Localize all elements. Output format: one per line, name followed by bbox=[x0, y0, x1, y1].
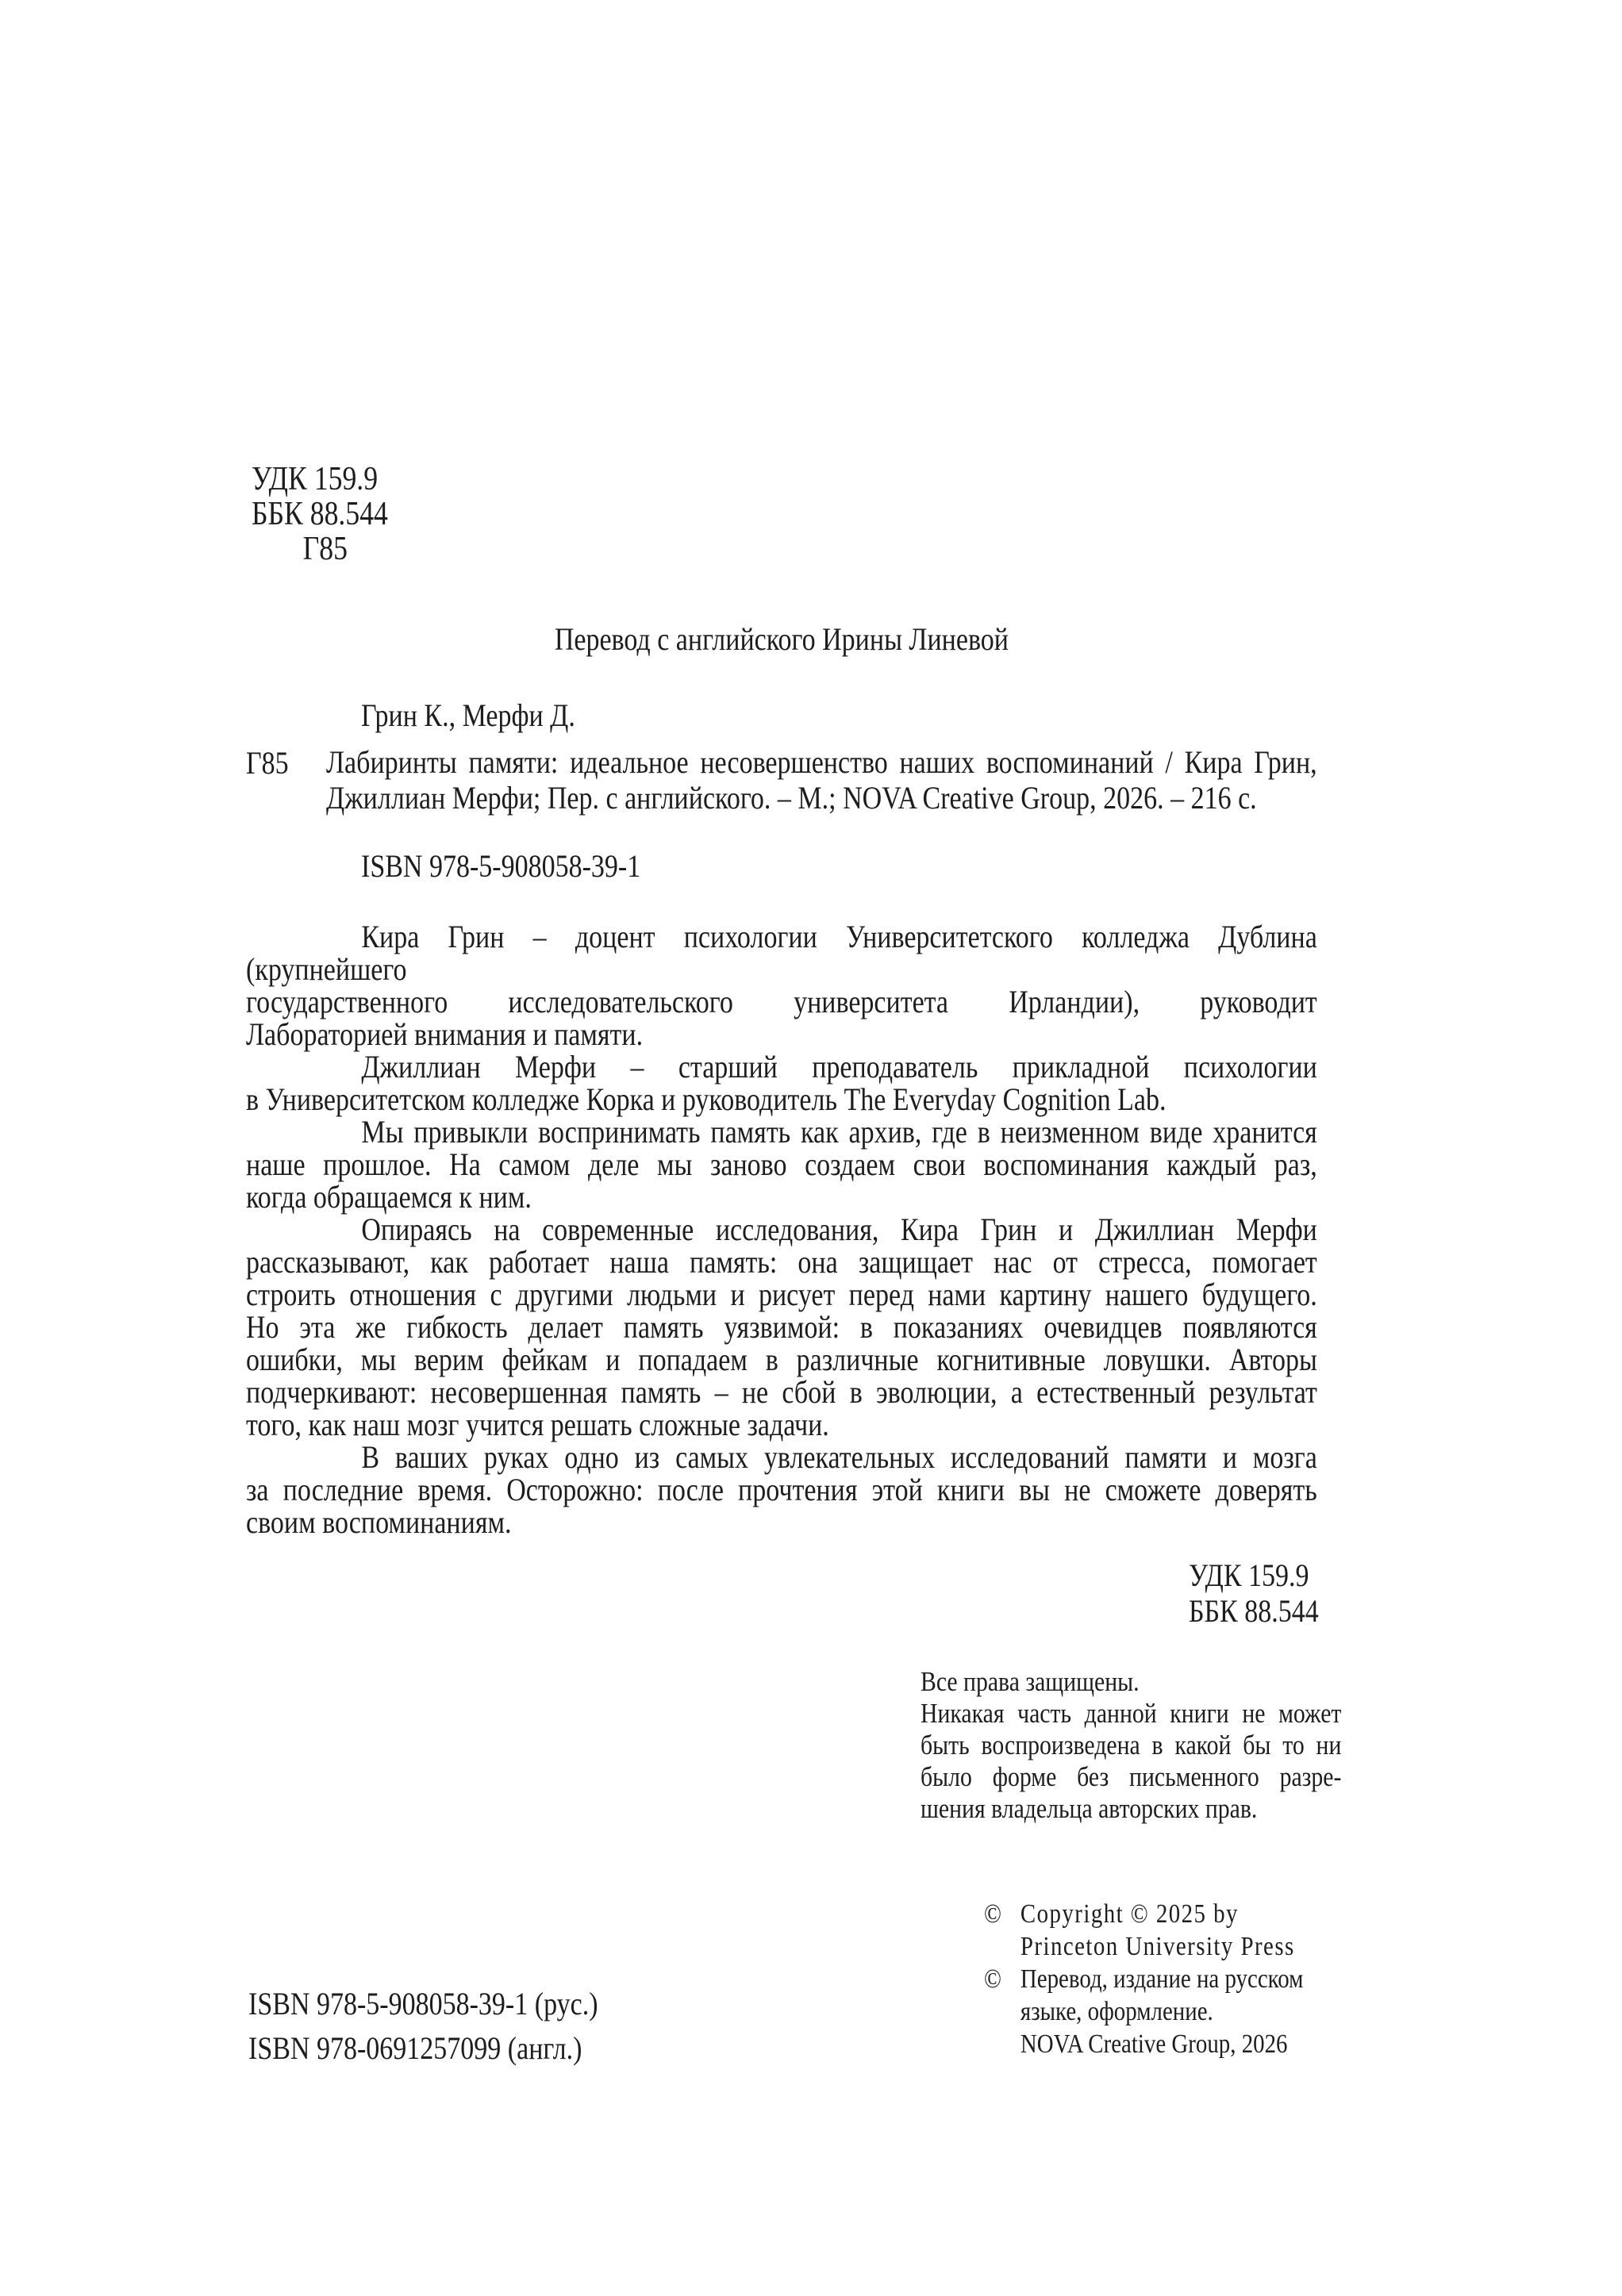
text-line: Copyright © 2025 by bbox=[1020, 1899, 1239, 1929]
top-cataloguing-codes bbox=[252, 462, 388, 566]
text-line: своим воспоминаниям. bbox=[246, 1504, 512, 1540]
paragraph bbox=[246, 1050, 1317, 1115]
text-line: Но эта же гибкость делает память уязвимой: в показаниях очевидцев появляются bbox=[246, 1309, 1317, 1345]
text-line: того, как наш мозг учится решать сложные задачи. bbox=[246, 1407, 829, 1442]
text-line: Никакая часть данной книги не может bbox=[921, 1698, 1342, 1729]
text-line: NOVA Creative Group, 2026 bbox=[1020, 2029, 1288, 2059]
text-line: рассказывают, как работает наша память: она защищает нас от стресса, помогает bbox=[246, 1244, 1317, 1280]
udk-code: УДК 159.9 bbox=[252, 461, 379, 497]
text-line: за последние время. Осторожно: после прочтения этой книги вы не сможете доверять bbox=[246, 1472, 1317, 1507]
text-line: Опираясь на современные исследования, Кира Грин и Джиллиан Мерфи bbox=[361, 1211, 1317, 1247]
copyright-translation-text bbox=[1020, 1963, 1402, 2060]
catalog-entry-code: Г85 bbox=[246, 745, 289, 781]
text-line: ошибки, мы верим фейкам и попадаем в различные когнитивные ловушки. Авторы bbox=[246, 1342, 1317, 1377]
repeated-cataloguing-codes bbox=[1189, 1557, 1319, 1629]
text-line: шения владельца авторских прав. bbox=[921, 1793, 1258, 1824]
catalog-entry-text bbox=[326, 744, 1317, 816]
authors-heading: Грин К., Мерфи Д. bbox=[361, 697, 575, 733]
paragraph bbox=[246, 1213, 1317, 1441]
bottom-isbn-block bbox=[248, 1982, 598, 2071]
copyright-icon: © bbox=[984, 1899, 1001, 1929]
text-line: Джиллиан Мерфи – старший преподаватель прикладной психологии bbox=[361, 1049, 1317, 1085]
annotation-text bbox=[246, 920, 1317, 1538]
text-line: быть воспроизведена в какой бы то ни bbox=[921, 1730, 1342, 1760]
paragraph bbox=[921, 1698, 1341, 1825]
bbk-code: ББК 88.544 bbox=[252, 496, 388, 532]
text-line: когда обращаемся к ним. bbox=[246, 1179, 532, 1215]
text-line: языке, оформление. bbox=[1020, 1997, 1213, 2026]
author-sign-code: Г85 bbox=[302, 531, 348, 567]
bbk-code-repeat: ББК 88.544 bbox=[1189, 1593, 1319, 1629]
text-line: Все права защищены. bbox=[921, 1666, 1140, 1697]
isbn-rus-line: ISBN 978-5-908058-39-1 (рус.) bbox=[248, 1986, 598, 2021]
text-line: строить отношения с другими людьми и рисует перед нами картину нашего будущего. bbox=[246, 1277, 1317, 1312]
paragraph bbox=[246, 1441, 1317, 1538]
text-line: наше прошлое. На самом деле мы заново создаем свои воспоминания каждый раз, bbox=[246, 1146, 1317, 1182]
text-line: Princeton University Press bbox=[1020, 1932, 1295, 1961]
copyright-item-translation bbox=[984, 1963, 1402, 2060]
text-line: государственного исследовательского университета Ирландии), руководит bbox=[246, 984, 1317, 1019]
translator-credit-line: Перевод с английского Ирины Линевой bbox=[554, 621, 1009, 657]
text-line: В ваших руках одно из самых увлекательных исследований памяти и мозга bbox=[361, 1439, 1317, 1475]
copyright-block bbox=[984, 1898, 1402, 2060]
text-line: Лабиринты памяти: идеальное несовершенство наших воспоминаний / Кира Грин, bbox=[326, 744, 1317, 780]
text-line: Мы привыкли воспринимать память как архив, где в неизменном виде хранится bbox=[361, 1114, 1317, 1150]
isbn-russian-edition: ISBN 978-5-908058-39-1 bbox=[361, 848, 641, 884]
all-rights-reserved-notice bbox=[921, 1666, 1341, 1825]
copyright-icon: © bbox=[984, 1964, 1001, 1994]
text-line: Кира Грин – доцент психологии Университетского колледжа Дублина (крупнейшего bbox=[246, 919, 1317, 987]
text-line: Джиллиан Мерфи; Пер. с английского. – М.; NOVA Creative Group, 2026. – 216 с. bbox=[326, 780, 1257, 816]
paragraph bbox=[246, 1115, 1317, 1213]
paragraph bbox=[246, 920, 1317, 1050]
text-line: подчеркивают: несовершенная память – не сбой в эволюции, а естественный результат bbox=[246, 1374, 1317, 1410]
text-line: было форме без письменного разре- bbox=[921, 1761, 1342, 1792]
paragraph bbox=[921, 1666, 1341, 1698]
isbn-eng-line: ISBN 978-0691257099 (англ.) bbox=[248, 2030, 582, 2066]
copyright-original-text bbox=[1020, 1898, 1402, 1963]
text-line: Лабораторией внимания и памяти. bbox=[246, 1016, 644, 1052]
copyright-item-original bbox=[984, 1898, 1402, 1963]
text-line: Перевод, издание на русском bbox=[1020, 1964, 1304, 1994]
text-line: в Университетском колледже Корка и руководитель The Everyday Cognition Lab. bbox=[246, 1081, 1167, 1117]
udk-code-repeat: УДК 159.9 bbox=[1189, 1557, 1309, 1593]
